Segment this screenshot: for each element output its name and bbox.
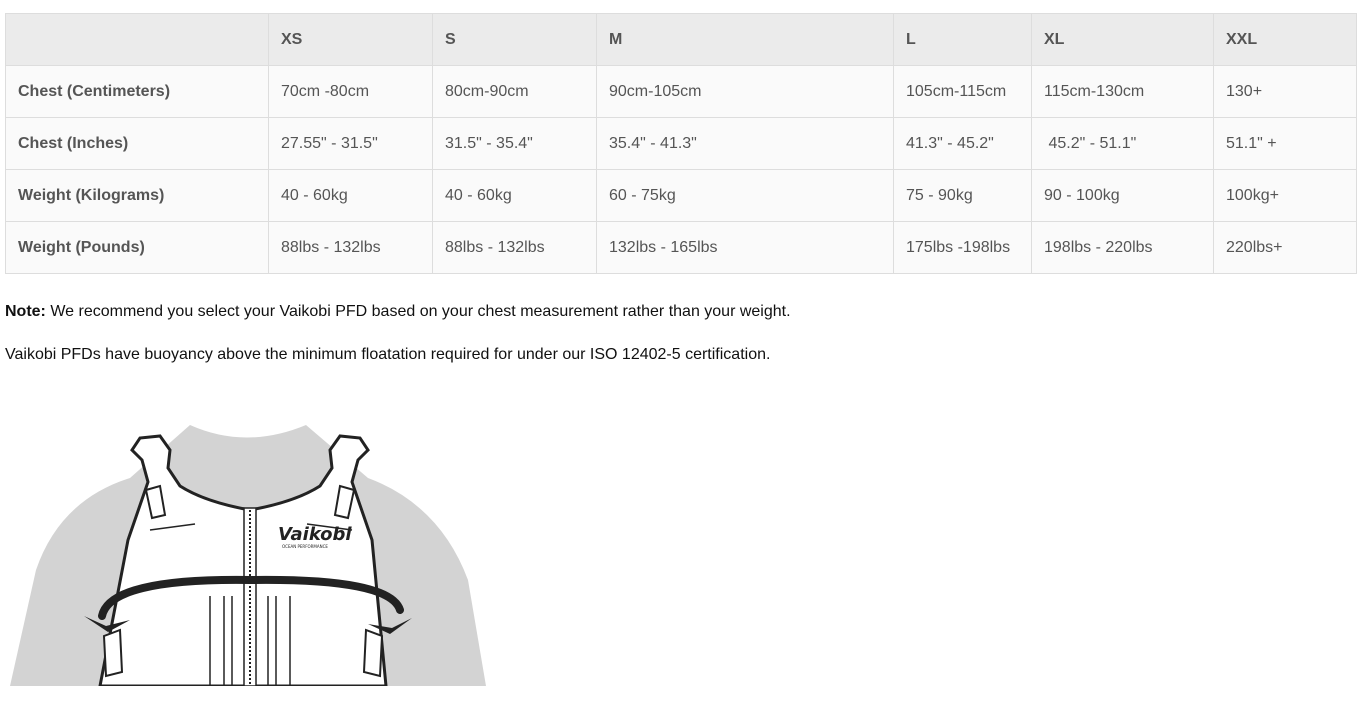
table-cell: 80cm-90cm: [433, 66, 597, 118]
vest-drawing: [10, 420, 486, 686]
header-cell-s: S: [433, 14, 597, 66]
table-cell: 88lbs - 132lbs: [433, 222, 597, 274]
table-cell: 90 - 100kg: [1032, 170, 1214, 222]
table-cell: 175lbs -198lbs: [894, 222, 1032, 274]
header-cell-l: L: [894, 14, 1032, 66]
header-cell-xs: XS: [269, 14, 433, 66]
table-row: [6, 66, 1357, 118]
table-cell: 40 - 60kg: [269, 170, 433, 222]
right-pocket: [364, 630, 382, 676]
row-label: Chest (Centimeters): [6, 66, 269, 118]
table-row: [6, 222, 1357, 274]
table-header-row: [6, 14, 1357, 66]
table-cell: 35.4" - 41.3": [597, 118, 894, 170]
table-cell: 75 - 90kg: [894, 170, 1032, 222]
table-cell: 51.1" +: [1214, 118, 1357, 170]
table-row: [6, 118, 1357, 170]
table-cell: 40 - 60kg: [433, 170, 597, 222]
note-paragraph: [5, 303, 791, 321]
table-cell: 45.2" - 51.1": [1032, 118, 1214, 170]
table-cell: 88lbs - 132lbs: [269, 222, 433, 274]
note-text: We recommend you select your Vaikobi PFD based on your chest measurement rather than your weight.: [45, 303, 791, 320]
table-cell: 90cm-105cm: [597, 66, 894, 118]
header-cell-m: M: [597, 14, 894, 66]
table-cell: 70cm -80cm: [269, 66, 433, 118]
table-cell: 31.5" - 35.4": [433, 118, 597, 170]
row-label: Chest (Inches): [6, 118, 269, 170]
table-cell: 60 - 75kg: [597, 170, 894, 222]
vest-measurement-illustration: [10, 420, 486, 686]
header-cell-xxl: XXL: [1214, 14, 1357, 66]
header-cell-empty: [6, 14, 269, 66]
table-cell: 132lbs - 165lbs: [597, 222, 894, 274]
header-cell-xl: XL: [1032, 14, 1214, 66]
size-chart-table: [5, 13, 1357, 274]
table-cell: 105cm-115cm: [894, 66, 1032, 118]
table-cell: 41.3" - 45.2": [894, 118, 1032, 170]
table-cell: 100kg+: [1214, 170, 1357, 222]
table-cell: 130+: [1214, 66, 1357, 118]
brand-logo: Vaikobi: [278, 524, 352, 545]
table-cell: 27.55" - 31.5": [269, 118, 433, 170]
brand-tagline: OCEAN PERFORMANCE: [282, 544, 328, 549]
buoyancy-paragraph: Vaikobi PFDs have buoyancy above the minimum floatation required for under our ISO 12402-5 certification.: [5, 346, 771, 363]
left-pocket: [104, 630, 122, 676]
table-cell: 115cm-130cm: [1032, 66, 1214, 118]
table-cell: 220lbs+: [1214, 222, 1357, 274]
note-label: Note:: [5, 303, 46, 320]
row-label: Weight (Pounds): [6, 222, 269, 274]
table-cell: 198lbs - 220lbs: [1032, 222, 1214, 274]
table-row: [6, 170, 1357, 222]
row-label: Weight (Kilograms): [6, 170, 269, 222]
